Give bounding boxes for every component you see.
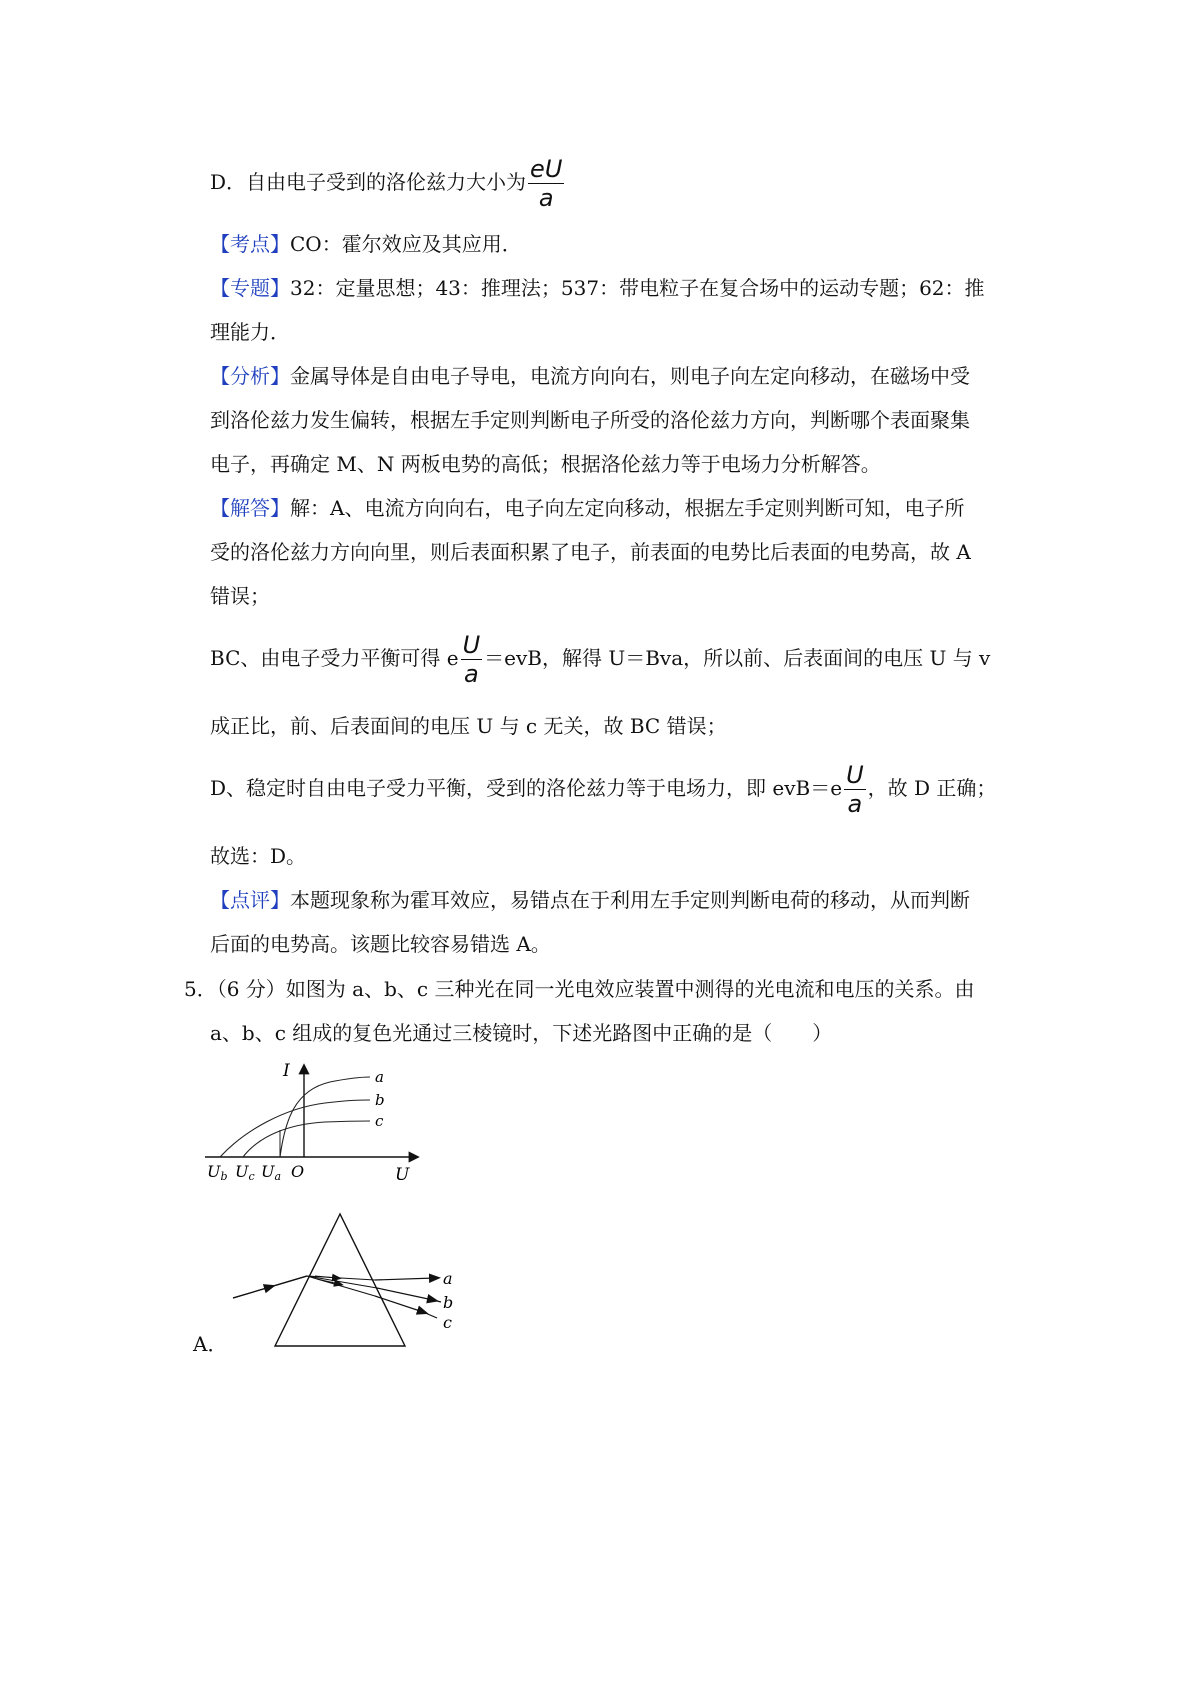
fraction-u-over-a: [461, 631, 483, 688]
jieda-bc-line: [210, 628, 990, 688]
curve-c-label: c: [375, 1112, 384, 1130]
fenxi-line-2: 到洛伦兹力发生偏转，根据左手定则判断电子所受的洛伦兹力方向，判断哪个表面聚集: [210, 408, 970, 432]
ray-a-label: a: [443, 1269, 453, 1288]
ray-c-label: c: [443, 1313, 452, 1332]
ray-b-tail: [433, 1300, 441, 1302]
fraction-denominator: a: [847, 790, 863, 818]
curve-a: [280, 1077, 370, 1157]
incident-arrow: [233, 1287, 270, 1298]
jieda-d-suffix: ，故 D 正确；: [867, 776, 997, 800]
question5-line-1: 5．（6 分）如图为 a、b、c 三种光在同一光电效应装置中测得的光电流和电压的关系。由: [184, 977, 975, 1001]
jieda-tag: 【解答】: [210, 496, 290, 520]
fraction-u-over-a: [844, 761, 866, 818]
curve-a-label: a: [375, 1068, 384, 1086]
question5-line-2: a、b、c 组成的复色光通过三棱镜时，下述光路图中正确的是（ ）: [210, 1021, 833, 1045]
tick-ub: Ub: [207, 1162, 228, 1183]
zhuanti-line-2: 理能力．: [210, 320, 290, 344]
jieda-d-line: [210, 758, 996, 818]
jieda-bc-line-2: 成正比，前、后表面间的电压 U 与 c 无关，故 BC 错误；: [210, 714, 727, 738]
fenxi-text-1: 金属导体是自由电子导电，电流方向向右，则电子向左定向移动，在磁场中受: [290, 364, 970, 388]
fenxi-tag: 【分析】: [210, 364, 290, 388]
fraction-numerator: eU: [530, 155, 563, 183]
ray-c-out: [375, 1296, 423, 1312]
curve-c: [243, 1121, 370, 1157]
dianping-tag: 【点评】: [210, 888, 290, 912]
fraction-numerator: U: [846, 761, 864, 789]
kaodian-tag: 【考点】: [210, 232, 290, 256]
jieda-line-2: 受的洛伦兹力方向向里，则后表面积累了电子，前表面的电势比后表面的电势高，故 A: [210, 540, 971, 564]
prism-diagram-a: [225, 1208, 485, 1358]
option-a-label: A．: [193, 1332, 228, 1356]
fraction-denominator: a: [464, 660, 479, 688]
jieda-bc-suffix: ＝evB，解得 U＝Bva，所以前、后表面间的电压 U 与 v: [484, 646, 991, 670]
jieda-line-3: 错误；: [210, 584, 270, 608]
option-d-text: D．自由电子受到的洛伦兹力大小为: [210, 170, 527, 194]
incident-tail: [270, 1276, 307, 1287]
fraction-eu-over-a: [528, 155, 564, 212]
zhuanti-tag: 【专题】: [210, 276, 290, 300]
dianping-line-2: 后面的电势高。该题比较容易错选 A。: [210, 932, 551, 956]
curve-b-label: b: [375, 1091, 385, 1109]
zhuanti-line-1: [210, 274, 985, 302]
fraction-denominator: a: [538, 184, 554, 212]
ray-a-out: [375, 1278, 435, 1280]
photocurrent-voltage-graph: [205, 1060, 435, 1190]
tick-origin: O: [291, 1162, 305, 1181]
jieda-bc-prefix: BC、由电子受力平衡可得 e: [210, 646, 459, 670]
kaodian-text: CO：霍尔效应及其应用．: [290, 232, 522, 256]
tick-ua: Ua: [261, 1162, 282, 1183]
ray-b-label: b: [443, 1293, 454, 1312]
x-axis-label: U: [395, 1165, 410, 1185]
curve-b: [220, 1100, 370, 1157]
ray-b-out: [377, 1288, 433, 1300]
kaodian-line: [210, 230, 522, 258]
fenxi-line-1: [210, 362, 970, 390]
fraction-numerator: U: [462, 631, 481, 659]
dianping-text-1: 本题现象称为霍耳效应，易错点在于利用左手定则判断电荷的移动，从而判断: [290, 888, 970, 912]
zhuanti-text-1: 32：定量思想；43：推理法；537：带电粒子在复合场中的运动专题；62：推: [290, 276, 985, 300]
fenxi-line-3: 电子，再确定 M、N 两板电势的高低；根据洛伦兹力等于电场力分析解答。: [210, 452, 881, 476]
ray-c-tail: [423, 1312, 437, 1318]
jieda-d-prefix: D、稳定时自由电子受力平衡，受到的洛伦兹力等于电场力，即 evB＝e: [210, 776, 843, 800]
tick-uc: Uc: [235, 1162, 255, 1183]
option-d: [210, 152, 566, 212]
dianping-line-1: [210, 886, 970, 914]
jieda-text-1: 解：A、电流方向向右，电子向左定向移动，根据左手定则判断可知，电子所: [290, 496, 965, 520]
jieda-line-1: [210, 494, 964, 522]
y-axis-label: I: [283, 1061, 290, 1081]
jieda-conclusion: 故选：D。: [210, 844, 307, 868]
